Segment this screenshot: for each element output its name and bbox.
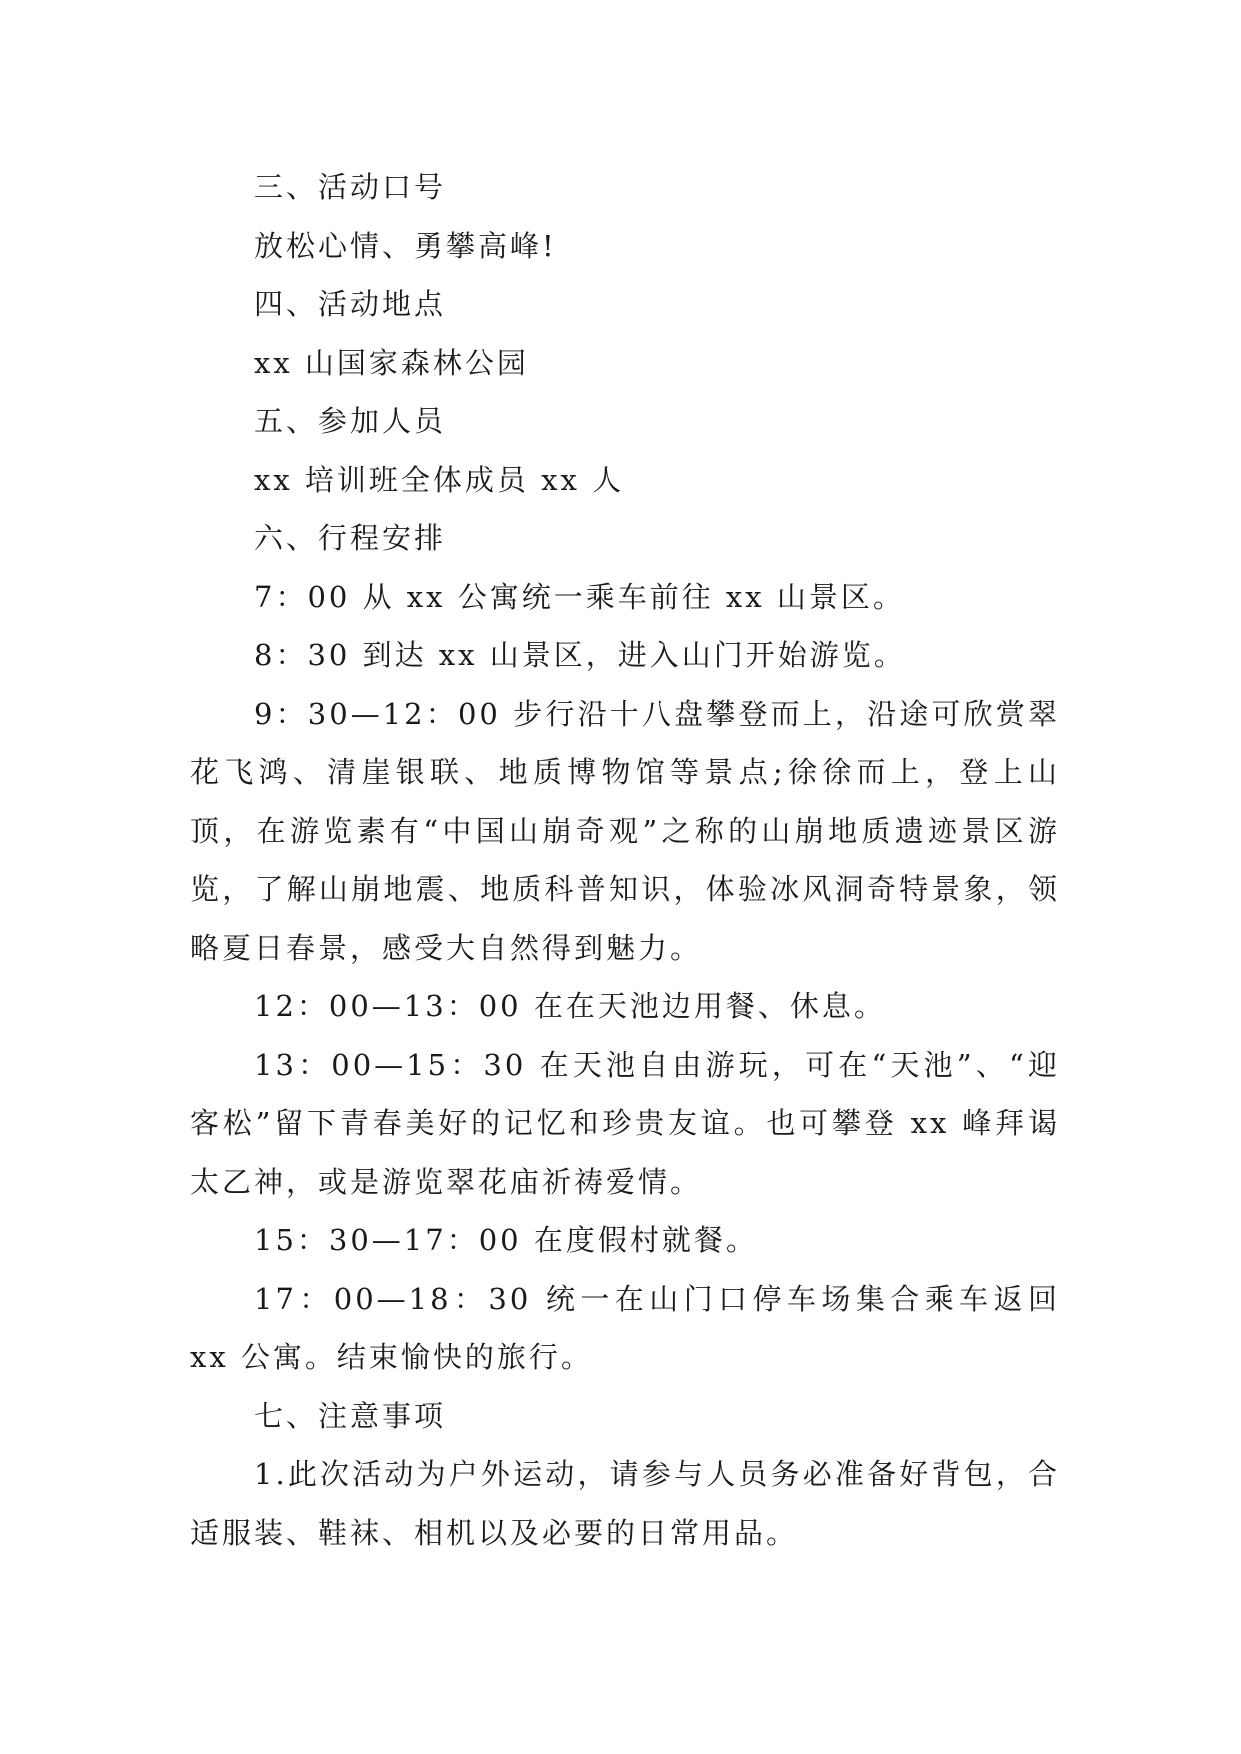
heading-participants: 五、参加人员 [254,404,447,438]
paragraph-location: xx 山国家森林公园 [254,345,529,380]
itinerary-item: 13：00—15：30 在天池自由游玩，可在“天池”、“迎客松”留下青春美好的记忆和珍贵友谊。也可攀登 xx 峰拜谒太乙神，或是游览翠花庙祈祷爱情。 [190,1047,1060,1199]
itinerary-item: 8：30 到达 xx 山景区，进入山门开始游览。 [254,638,906,672]
itinerary-item: 7：00 从 xx 公寓统一乘车前往 xx 山景区。 [254,579,905,614]
itinerary-item: 15：30—17：00 在度假村就餐。 [254,1223,758,1257]
document-body [190,158,1060,1562]
heading-notes: 七、注意事项 [254,1398,447,1433]
heading-activity-slogan: 三、活动口号 [254,170,447,204]
heading-itinerary: 六、行程安排 [254,521,447,555]
itinerary-item: 12：00—13：00 在在天池边用餐、休息。 [254,989,886,1023]
paragraph-participants: xx 培训班全体成员 xx 人 [254,462,625,497]
paragraph-slogan: 放松心情、勇攀高峰! [254,228,557,263]
heading-activity-location: 四、活动地点 [254,287,447,321]
itinerary-item: 9：30—12：00 步行沿十八盘攀登而上，沿途可欣赏翠花飞鸿、清崖银联、地质博物馆等景点;徐徐而上，登上山顶，在游览素有“中国山崩奇观”之称的山崩地质遗迹景区游览，了解山崩地震、地质科普知识，体验冰风洞奇特景象，领略夏日春景，感受大自然得到魅力。 [190,696,1060,965]
notes-item: 1.此次活动为户外运动，请参与人员务必准备好背包，合适服装、鞋袜、相机以及必要的日常用品。 [190,1457,1060,1550]
itinerary-item: 17：00—18：30 统一在山门口停车场集合乘车返回 xx 公寓。结束愉快的旅行。 [190,1281,1060,1374]
